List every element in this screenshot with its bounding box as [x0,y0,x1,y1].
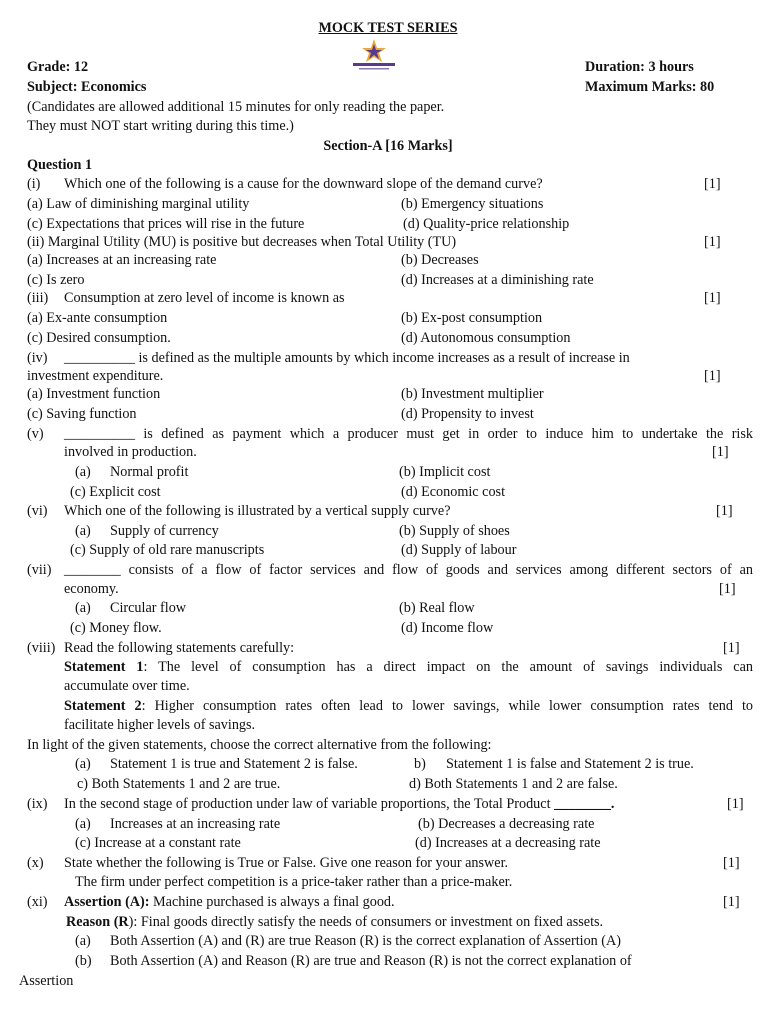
q6-number: (vi) [27,503,48,519]
q11-option-b-label: (b) [75,953,92,969]
q8-statement1-line1 [64,658,753,677]
q11-assertion-text: Machine purchased is always a final good. [149,894,395,910]
q4-option-d: (d) Propensity to invest [401,406,534,422]
q5-number: (v) [27,426,44,442]
q6-text: Which one of the following is illustrated by a vertical supply curve? [64,503,451,519]
q7-text-line2: economy. [64,581,119,597]
q5-option-a: Normal profit [110,464,189,480]
reading-note-line1: (Candidates are allowed additional 15 minutes for only reading the paper. [27,99,445,115]
subject-label: Subject: Economics [27,79,147,95]
q9-text-line [64,795,614,814]
q1-text: Which one of the following is a cause for the downward slope of the demand curve? [64,176,543,192]
q11-option-a: Both Assertion (A) and (R) are true Reason (R) is the correct explanation of Assertion (A) [110,933,622,949]
q2-marks: [1] [704,234,721,250]
q4-option-a: (a) Investment function [27,386,161,402]
q1-option-b: (b) Emergency situations [401,196,544,212]
q11-option-b: Both Assertion (A) and Reason (R) are true and Reason (R) is not the correct explanation of [110,953,632,969]
q8-statement1-line2: accumulate over time. [64,678,190,694]
q11-assertion-label: Assertion (A): [64,894,150,910]
q8-statement1-text: : The level of consumption has a direct impact on the amount of savings individuals can [143,659,753,675]
q9-option-a: Increases at an increasing rate [110,816,281,832]
q11-reason-text: ): Final goods directly satisfy the needs of consumers or investment on fixed assets. [128,914,604,930]
q8-marks: [1] [723,640,740,656]
q7-option-d: (d) Income flow [401,620,494,636]
q6-option-a-label: (a) [75,523,91,539]
q4-number: (iv) [27,350,48,366]
q7-option-a-label: (a) [75,600,91,616]
q9-option-a-label: (a) [75,816,91,832]
q5-option-c: (c) Explicit cost [70,484,161,500]
q8-option-c: c) Both Statements 1 and 2 are true. [77,776,281,792]
q7-number: (vii) [27,562,52,578]
q10-marks: [1] [723,855,740,871]
q9-option-c: (c) Increase at a constant rate [75,835,241,851]
q11-marks: [1] [723,894,740,910]
q10-number: (x) [27,855,44,871]
q11-reason-label: Reason (R [66,914,129,930]
q9-blank: ________ [554,796,611,812]
q3-option-a: (a) Ex-ante consumption [27,310,168,326]
paper-title: MOCK TEST SERIES [318,20,458,36]
q1-number: (i) [27,176,41,192]
q9-option-d: (d) Increases at a decreasing rate [415,835,601,851]
q8-number: (viii) [27,640,56,656]
q10-statement: The firm under perfect competition is a price-taker rather than a price-maker. [75,874,513,890]
q7-option-a: Circular flow [110,600,187,616]
q9-number: (ix) [27,796,48,812]
q2-text: (ii) Marginal Utility (MU) is positive but decreases when Total Utility (TU) [27,234,457,250]
q6-option-b: (b) Supply of shoes [399,523,510,539]
q5-text-line2: involved in production. [64,444,197,460]
q8-statement1-label: Statement 1 [64,659,144,675]
q4-option-b: (b) Investment multiplier [401,386,544,402]
section-heading: Section-A [16 Marks] [323,138,453,154]
q8-statement2-line1 [64,697,753,716]
q2-option-c: (c) Is zero [27,272,85,288]
q11-option-a-label: (a) [75,933,91,949]
q10-text: State whether the following is True or False. Give one reason for your answer. [64,855,509,871]
q4-text-line2: investment expenditure. [27,368,164,384]
q1-option-d: (d) Quality-price relationship [403,216,570,232]
q8-instruction: In light of the given statements, choose the correct alternative from the following: [27,737,492,753]
q4-text-line1: __________ is defined as the multiple amounts by which income increases as a result of increase in [64,350,630,366]
q6-option-c: (c) Supply of old rare manuscripts [70,542,265,558]
q2-option-b: (b) Decreases [401,252,479,268]
q2-option-d: (d) Increases at a diminishing rate [401,272,594,288]
q8-statement2-text: : Higher consumption rates often lead to lower savings, while lower consumption rates tend to [141,698,754,714]
q1-marks: [1] [704,176,721,192]
q8-option-a-label: (a) [75,756,91,772]
duration-label: Duration: 3 hours [585,59,694,75]
q5-option-d: (d) Economic cost [401,484,506,500]
q5-marks: [1] [712,444,729,460]
q11-reason-line [66,913,603,932]
q9-marks: [1] [727,796,744,812]
q8-statement2-line2: facilitate higher levels of savings. [64,717,256,733]
q11-option-b-continued: Assertion [19,973,74,989]
reading-note-line2: They must NOT start writing during this time.) [27,118,294,134]
q9-option-b: (b) Decreases a decreasing rate [418,816,595,832]
q3-text: Consumption at zero level of income is known as [64,290,345,306]
q8-option-a: Statement 1 is true and Statement 2 is false. [110,756,358,772]
q5-option-a-label: (a) [75,464,91,480]
grade-label: Grade: 12 [27,59,89,75]
q9-period: . [610,796,615,812]
q3-option-d: (d) Autonomous consumption [401,330,571,346]
question-heading: Question 1 [27,157,93,173]
q8-option-b-label: b) [414,756,426,772]
q4-marks: [1] [704,368,721,384]
q5-option-b: (b) Implicit cost [399,464,491,480]
q1-option-a: (a) Law of diminishing marginal utility [27,196,250,212]
school-logo [351,38,397,72]
q8-option-b: Statement 1 is false and Statement 2 is true. [446,756,694,772]
max-marks-label: Maximum Marks: 80 [585,79,715,95]
q11-number: (xi) [27,894,48,910]
q8-text: Read the following statements carefully: [64,640,295,656]
q8-statement2-label: Statement 2 [64,698,142,714]
q9-text: In the second stage of production under law of variable proportions, the Total Product [64,796,551,812]
q7-option-b: (b) Real flow [399,600,475,616]
q7-marks: [1] [719,581,736,597]
q7-option-c: (c) Money flow. [70,620,162,636]
q3-marks: [1] [704,290,721,306]
q11-assertion-line [64,893,395,912]
q5-text-line1: __________ is defined as payment which a producer must get in order to induce him to undertake the risk [64,426,753,442]
q2-option-a: (a) Increases at an increasing rate [27,252,217,268]
q7-text-line1: ________ consists of a flow of factor services and flow of goods and services among different sectors of an [64,562,753,578]
q3-number: (iii) [27,290,49,306]
q6-option-a: Supply of currency [110,523,219,539]
q4-option-c: (c) Saving function [27,406,137,422]
q3-option-b: (b) Ex-post consumption [401,310,543,326]
q6-option-d: (d) Supply of labour [401,542,517,558]
q8-option-d: d) Both Statements 1 and 2 are false. [409,776,618,792]
q3-option-c: (c) Desired consumption. [27,330,171,346]
q1-option-c: (c) Expectations that prices will rise in the future [27,216,305,232]
q6-marks: [1] [716,503,733,519]
